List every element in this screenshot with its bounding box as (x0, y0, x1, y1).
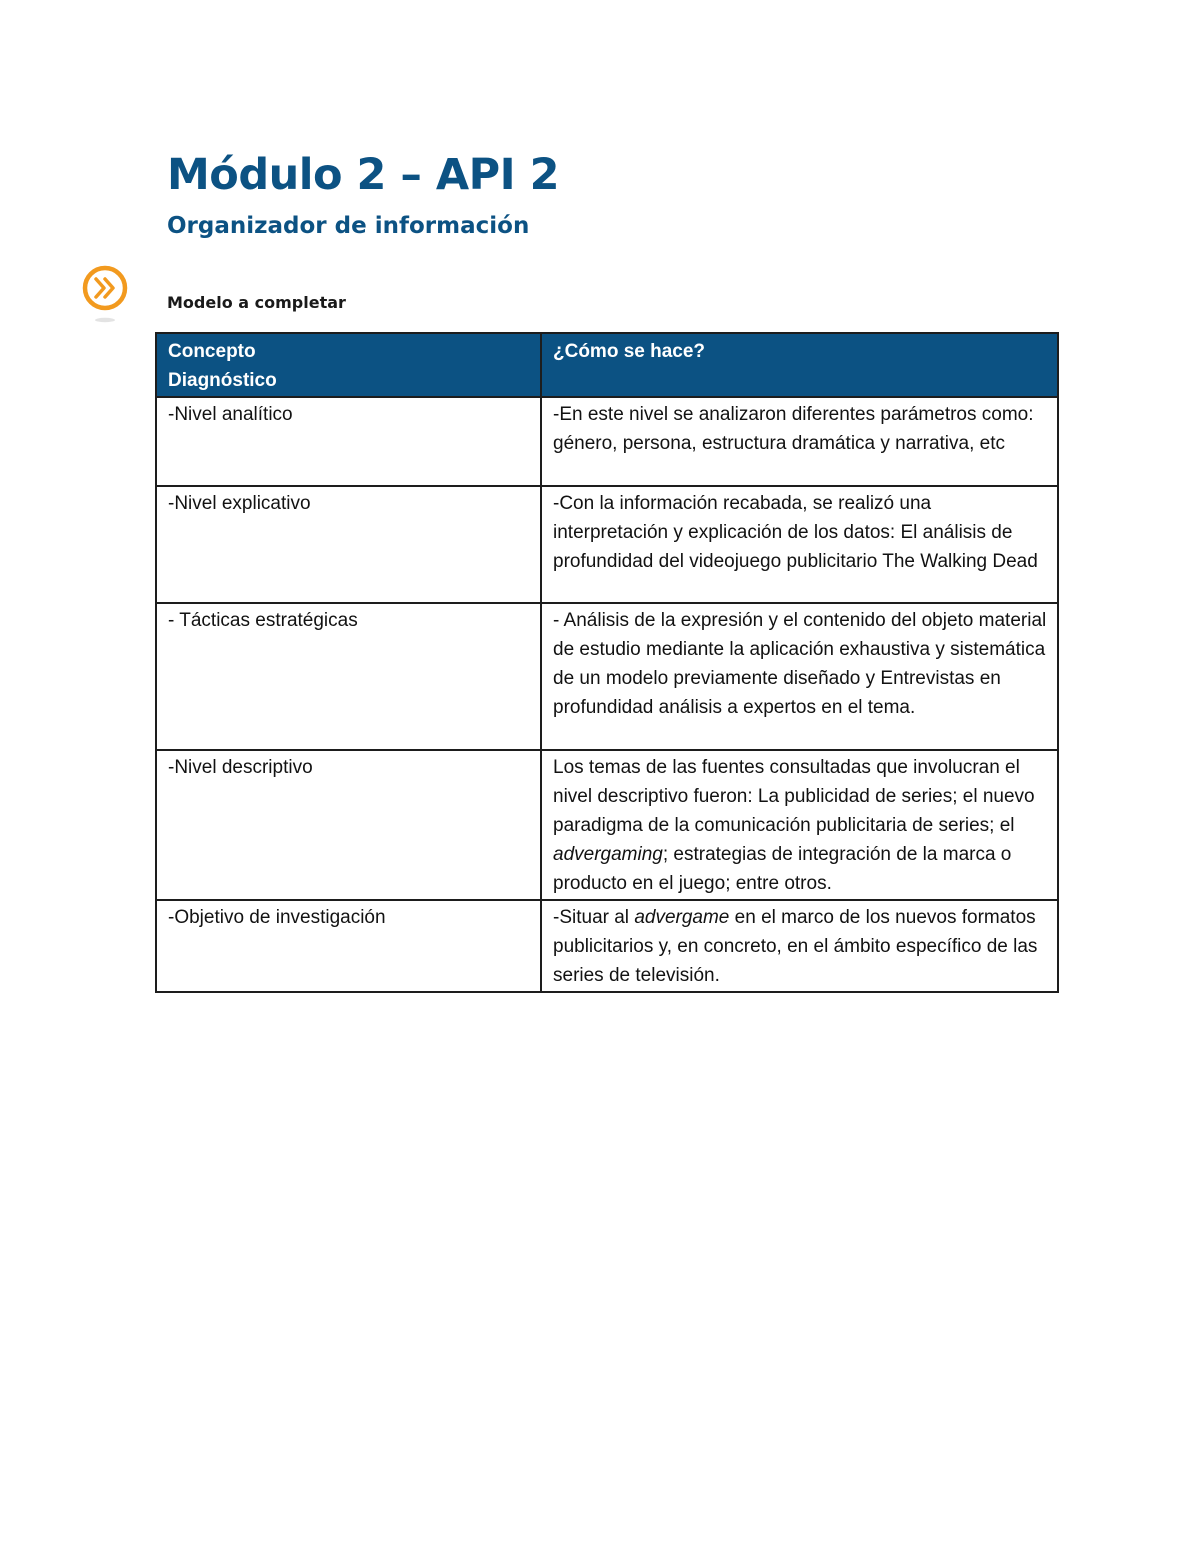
concept-cell: -Nivel explicativo (156, 486, 541, 603)
table-row (156, 900, 1058, 992)
how-text: en el marco de los nuevos formatos publicitarios y, en concreto, en el ámbito específico de las series de televisión. (553, 907, 1038, 986)
how-text: Los temas de las fuentes consultadas que involucran el nivel descriptivo fueron: La publicidad de series; el nuevo paradigma de la comunicación publicitaria de series; el (553, 757, 1035, 836)
page-subtitle: Organizador de información (167, 213, 530, 239)
how-text: -Situar al (553, 907, 635, 928)
how-italic-term: advergaming (553, 844, 663, 865)
how-cell: -En este nivel se analizaron diferentes parámetros como: género, persona, estructura dramática y narrativa, etc (541, 397, 1058, 486)
table-header-row (156, 333, 1058, 397)
how-cell (541, 750, 1058, 900)
concept-cell: -Objetivo de investigación (156, 900, 541, 992)
table-row (156, 750, 1058, 900)
header-concept (156, 333, 541, 397)
concept-cell: - Tácticas estratégicas (156, 603, 541, 750)
table-row (156, 397, 1058, 486)
concept-cell: -Nivel analítico (156, 397, 541, 486)
how-italic-term: advergame (634, 907, 730, 928)
organizer-table (155, 332, 1059, 993)
double-chevron-right-icon (78, 263, 134, 325)
header-concept-line2: Diagnóstico (168, 370, 277, 391)
concept-cell: -Nivel descriptivo (156, 750, 541, 900)
how-cell (541, 900, 1058, 992)
table-row (156, 603, 1058, 750)
header-concept-line1: Concepto (168, 341, 256, 362)
page-title: Módulo 2 – API 2 (167, 150, 560, 200)
table-row (156, 486, 1058, 603)
how-cell: -Con la información recabada, se realizó una interpretación y explicación de los datos: El análisis de profundidad del videojuego publicitario The Walking Dead (541, 486, 1058, 603)
how-cell: - Análisis de la expresión y el contenido del objeto material de estudio mediante la aplicación exhaustiva y sistemática de un modelo previamente diseñado y Entrevistas en profundidad análisis a expertos en el tema. (541, 603, 1058, 750)
header-how: ¿Cómo se hace? (541, 333, 1058, 397)
how-text: ; estrategias de integración de la marca o producto en el juego; entre otros. (553, 844, 1012, 894)
section-label: Modelo a completar (167, 293, 346, 312)
